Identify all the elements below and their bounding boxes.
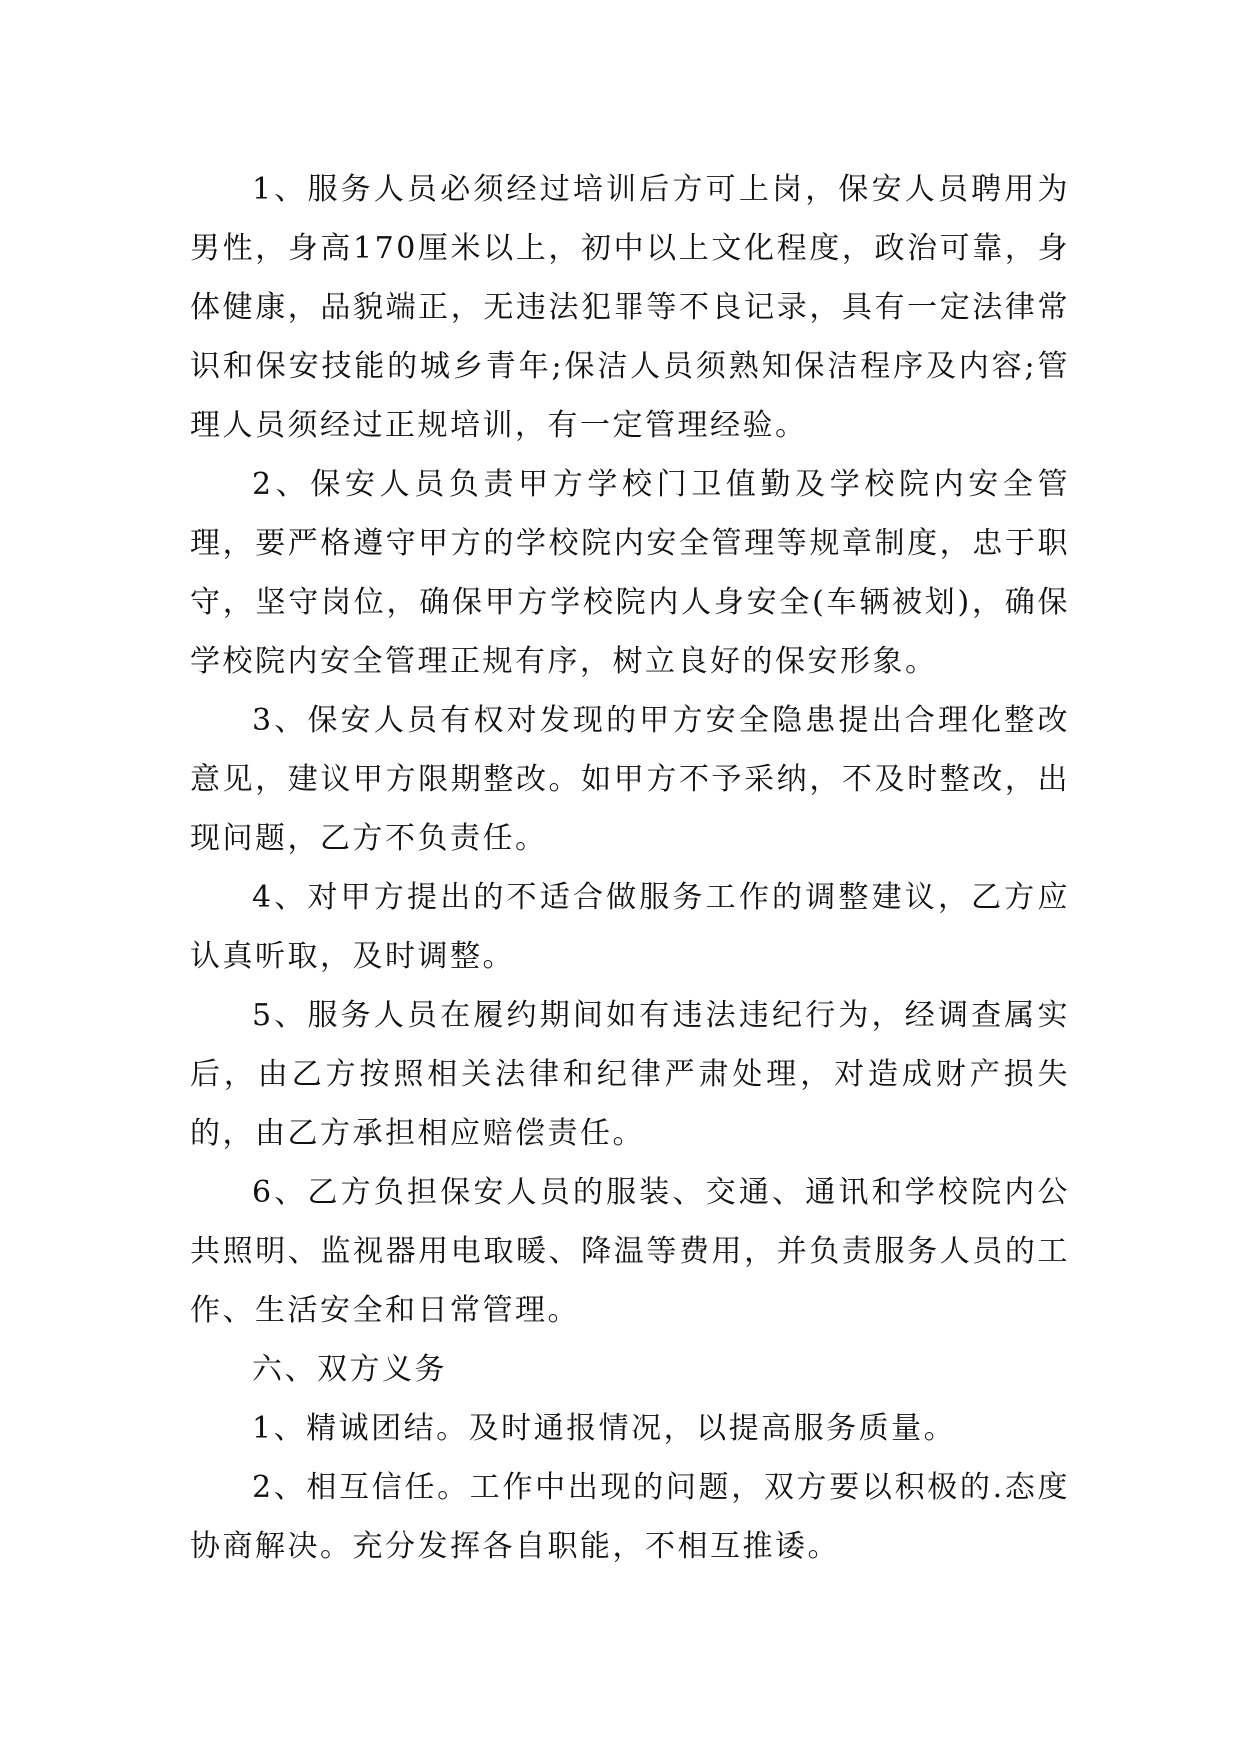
paragraph-violations: 5、服务人员在履约期间如有违法违纪行为，经调查属实后，由乙方按照相关法律和纪律严肃处理，对造成财产损失的，由乙方承担相应赔偿责任。 xyxy=(190,998,1070,1151)
paragraph-rectification-rights: 3、保安人员有权对发现的甲方安全隐患提出合理化整改意见，建议甲方限期整改。如甲方不予采纳，不及时整改，出现问题，乙方不负责任。 xyxy=(190,703,1070,856)
document-body xyxy=(190,160,1070,1576)
paragraph-security-duties: 2、保安人员负责甲方学校门卫值勤及学校院内安全管理，要严格遵守甲方的学校院内安全管理等规章制度，忠于职守，坚守岗位，确保甲方学校院内人身安全(车辆被划)，确保学校院内安全管理正规有序，树立良好的保安形象。 xyxy=(190,467,1070,679)
paragraph-staff-requirements: 1、服务人员必须经过培训后方可上岗，保安人员聘用为男性，身高170厘米以上，初中以上文化程度，政治可靠，身体健康，品貌端正，无违法犯罪等不良记录，具有一定法律常识和保安技能的城乡青年;保洁人员须熟知保洁程序及内容;管理人员须经过正规培训，有一定管理经验。 xyxy=(190,172,1070,443)
paragraph-mutual-trust: 2、相互信任。工作中出现的问题，双方要以积极的.态度协商解决。充分发挥各自职能，不相互推诿。 xyxy=(190,1470,1070,1564)
section-heading-mutual-obligations: 六、双方义务 xyxy=(252,1352,447,1387)
paragraph-unity: 1、精诚团结。及时通报情况，以提高服务质量。 xyxy=(252,1411,957,1446)
paragraph-expenses: 6、乙方负担保安人员的服装、交通、通讯和学校院内公共照明、监视器用电取暖、降温等费用，并负责服务人员的工作、生活安全和日常管理。 xyxy=(190,1175,1070,1328)
paragraph-adjustment-suggestions: 4、对甲方提出的不适合做服务工作的调整建议，乙方应认真听取，及时调整。 xyxy=(190,880,1070,974)
